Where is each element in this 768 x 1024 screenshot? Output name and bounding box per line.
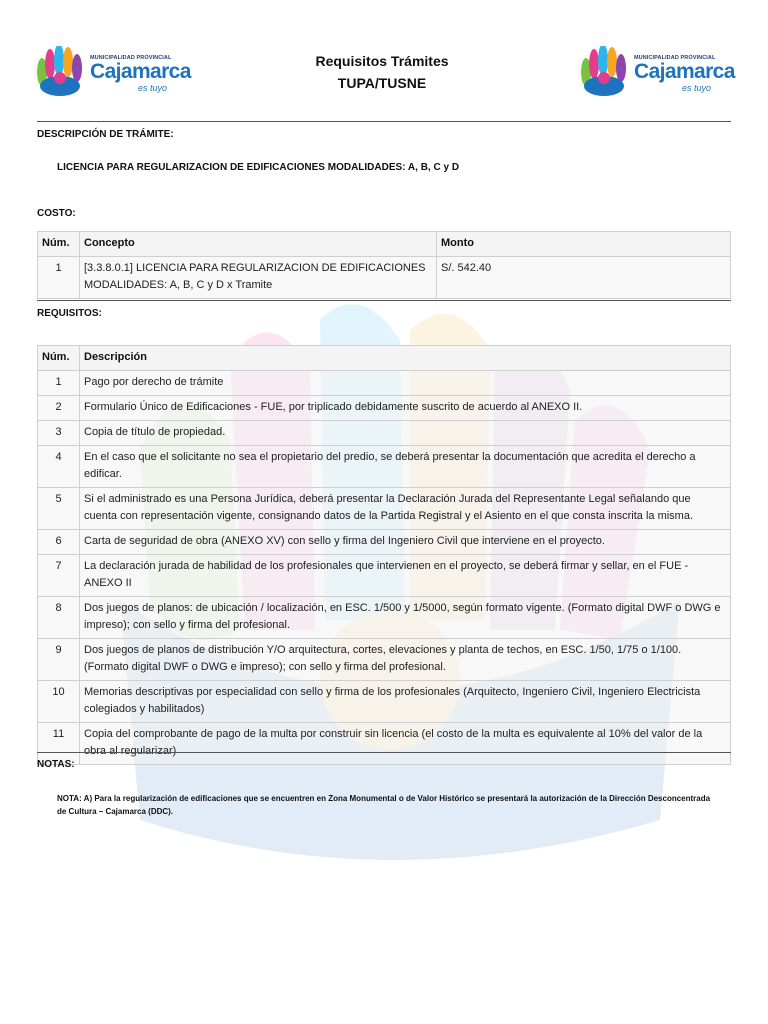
table-row	[38, 371, 731, 396]
descripcion-text: LICENCIA PARA REGULARIZACION DE EDIFICACIONES MODALIDADES: A, B, C y D	[57, 162, 460, 173]
page-subtitle: TUPA/TUSNE	[337, 75, 427, 91]
descripcion-label: DESCRIPCIÓN DE TRÁMITE:	[37, 129, 174, 140]
requisito-num: 5	[38, 488, 80, 530]
table-row	[38, 396, 731, 421]
nota-text: NOTA: A) Para la regularización de edificaciones que se encuentren en Zona Monumental o de Valor Histórico se presentará la autorización de la Dirección Desconcentrada de Cultura – Cajamarca (DDC).	[57, 794, 711, 816]
municipality-logo-right	[578, 46, 734, 98]
requisitos-divider	[37, 752, 731, 753]
municipality-logo-left	[34, 46, 190, 98]
logo-city-text: Cajamarca	[634, 60, 735, 83]
table-row	[38, 421, 731, 446]
requisito-text: La declaración jurada de habilidad de los profesionales que intervienen en el proyecto, se deberá firmar y sellar, en el FUE - ANEXO II	[80, 555, 731, 597]
header-divider	[37, 121, 731, 122]
requisito-num: 4	[38, 446, 80, 488]
logo-slogan-text: es tuyo	[138, 83, 168, 93]
requisito-text: Copia del comprobante de pago de la multa por construir sin licencia (el costo de la multa es equivalente al 10% del valor de la obra al regularizar)	[80, 723, 731, 765]
requisito-num: 3	[38, 421, 80, 446]
costo-num: 1	[38, 257, 80, 299]
costo-table	[37, 231, 731, 299]
costo-header-concepto: Concepto	[80, 232, 437, 257]
requisito-text: Formulario Único de Edificaciones - FUE, por triplicado debidamente suscrito de acuerdo al ANEXO II.	[80, 396, 731, 421]
table-row	[38, 488, 731, 530]
requisito-text: Memorias descriptivas por especialidad con sello y firma de los profesionales (Arquitecto, Ingeniero Civil, Ingeniero Electricista colegiados y habilitados)	[80, 681, 731, 723]
requisito-num: 10	[38, 681, 80, 723]
costo-concepto: [3.3.8.0.1] LICENCIA PARA REGULARIZACION DE EDIFICACIONES MODALIDADES: A, B, C y D x Tramite	[80, 257, 437, 299]
table-row	[38, 597, 731, 639]
table-row	[38, 257, 731, 299]
logo-city-text: Cajamarca	[90, 60, 191, 83]
costo-monto: S/. 542.40	[437, 257, 731, 299]
requisito-text: Dos juegos de planos de distribución Y/O arquitectura, cortes, elevaciones y planta de techos, en ESC. 1/50, 1/75 o 1/100. (Formato digital DWF o DWG e impreso); con sello y firma del profesional.	[80, 639, 731, 681]
logo-org-text: MUNICIPALIDAD PROVINCIAL	[634, 55, 716, 61]
table-row	[38, 446, 731, 488]
hands-logo-icon	[34, 46, 86, 98]
requisitos-header-descripcion: Descripción	[80, 346, 731, 371]
requisitos-table	[37, 345, 731, 765]
requisito-num: 8	[38, 597, 80, 639]
page-title: Requisitos Trámites	[315, 53, 449, 69]
table-row	[38, 723, 731, 765]
requisitos-header-row	[38, 346, 731, 371]
costo-header-num: Núm.	[38, 232, 80, 257]
costo-header-monto: Monto	[437, 232, 731, 257]
logo-org-text: MUNICIPALIDAD PROVINCIAL	[90, 55, 172, 61]
costo-label: COSTO:	[37, 208, 76, 219]
table-row	[38, 530, 731, 555]
costo-header-row	[38, 232, 731, 257]
notas-label: NOTAS:	[37, 759, 75, 770]
requisito-text: Pago por derecho de trámite	[80, 371, 731, 396]
requisitos-label: REQUISITOS:	[37, 308, 102, 319]
requisito-num: 2	[38, 396, 80, 421]
requisitos-header-num: Núm.	[38, 346, 80, 371]
requisito-num: 7	[38, 555, 80, 597]
table-row	[38, 681, 731, 723]
requisito-text: Copia de título de propiedad.	[80, 421, 731, 446]
requisito-text: Dos juegos de planos: de ubicación / localización, en ESC. 1/500 y 1/5000, según formato vigente. (Formato digital DWF o DWG e impreso); con sello y firma del profesional.	[80, 597, 731, 639]
requisito-num: 11	[38, 723, 80, 765]
requisito-text: Si el administrado es una Persona Jurídica, deberá presentar la Declaración Jurada del Representante Legal señalando que cuenta con representación vigente, consignando datos de la Partida Registral y el Asiento en el que consta inscrita la misma.	[80, 488, 731, 530]
table-row	[38, 639, 731, 681]
hands-logo-icon	[578, 46, 630, 98]
requisito-num: 6	[38, 530, 80, 555]
requisito-num: 9	[38, 639, 80, 681]
requisito-num: 1	[38, 371, 80, 396]
costo-divider	[37, 300, 731, 301]
logo-slogan-text: es tuyo	[682, 83, 712, 93]
requisito-text: En el caso que el solicitante no sea el propietario del predio, se deberá presentar la documentación que acredita el derecho a edificar.	[80, 446, 731, 488]
requisito-text: Carta de seguridad de obra (ANEXO XV) con sello y firma del Ingeniero Civil que interviene en el proyecto.	[80, 530, 731, 555]
table-row	[38, 555, 731, 597]
